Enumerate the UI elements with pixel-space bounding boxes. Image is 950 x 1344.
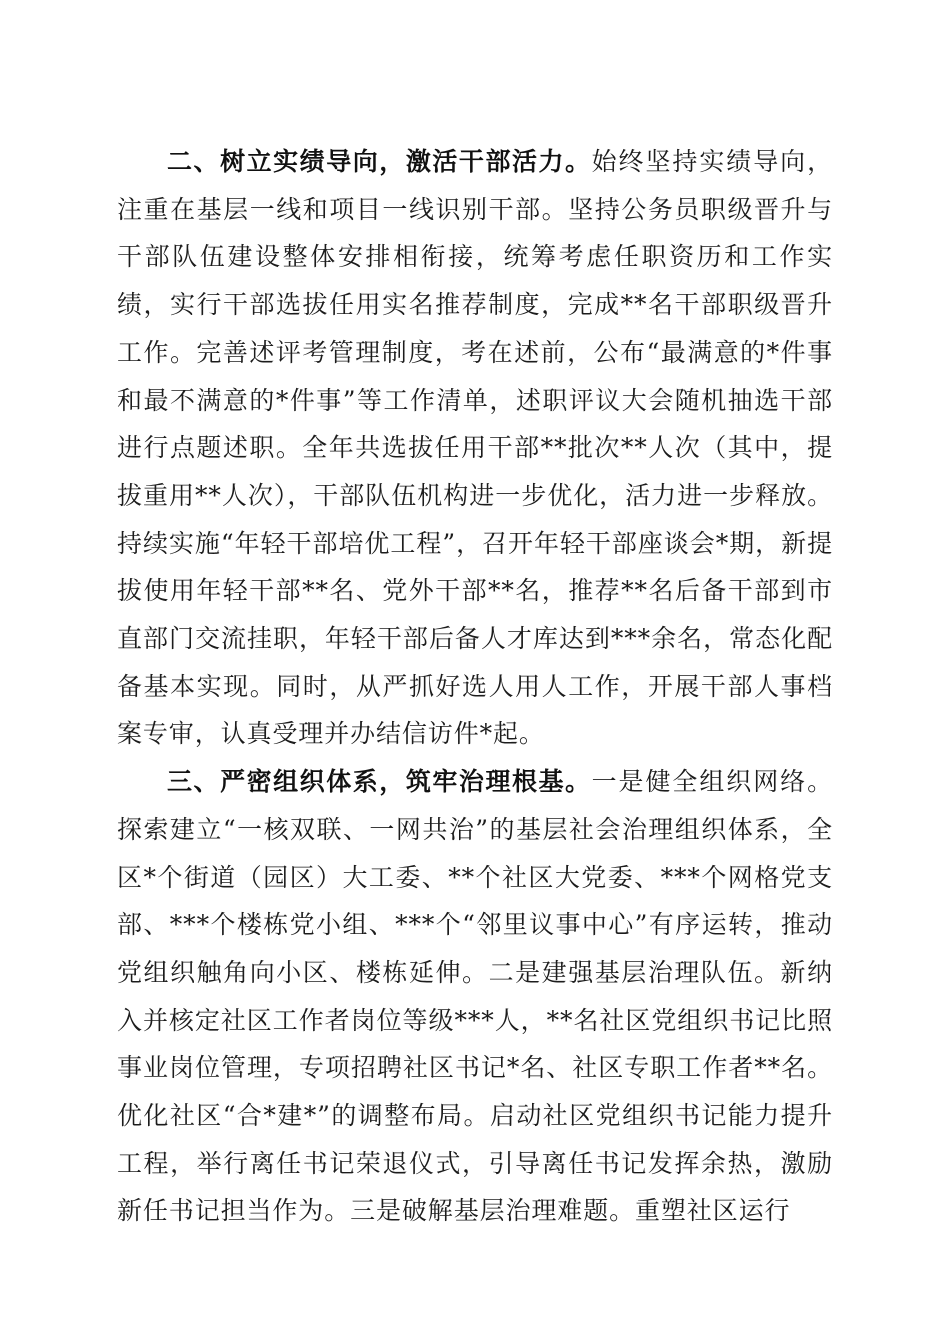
section-heading-2: 二、树立实绩导向，激活干部活力。 — [167, 147, 592, 176]
document-body — [117, 138, 833, 1235]
paragraph-text: 始终坚持实绩导向，注重在基层一线和项目一线识别干部。坚持公务员职级晋升与干部队伍建设整体安排相衔接，统筹考虑任职资历和工作实绩，实行干部选拔任用实名推荐制度，完成**名干部职级晋升工作。完善述评考管理制度，考在述前，公布“最满意的*件事和最不满意的*件事”等工作清单，述职评议大会随机抽选干部进行点题述职。全年共选拔任用干部**批次**人次（其中，提拔重用**人次），干部队伍机构进一步优化，活力进一步释放。持续实施“年轻干部培优工程”，召开年轻干部座谈会*期，新提拔使用年轻干部**名、党外干部**名，推荐**名后备干部到市直部门交流挂职，年轻干部后备人才库达到***余名，常态化配备基本实现。同时，从严抓好选人用人工作，开展干部人事档案专审，认真受理并办结信访件*起。 — [117, 147, 833, 749]
section-heading-3: 三、严密组织体系，筑牢治理根基。 — [167, 767, 592, 797]
paragraph-performance-orientation — [117, 138, 833, 758]
paragraph-text: 一是健全组织网络。探索建立“一核双联、一网共治”的基层社会治理组织体系，全区*个街道（园区）大工委、**个社区大党委、***个网格党支部、***个楼栋党小组、***个“邻里议事中心”有序运转，推动党组织触角向小区、楼栋延伸。二是建强基层治理队伍。新纳入并核定社区工作者岗位等级***人，**名社区党组织书记比照事业岗位管理，专项招聘社区书记*名、社区专职工作者**名。优化社区“合*建*”的调整布局。启动社区党组织书记能力提升工程，举行离任书记荣退仪式，引导离任书记发挥余热，激励新任书记担当作为。三是破解基层治理难题。重塑社区运行 — [117, 767, 833, 1226]
paragraph-organization-system — [117, 758, 833, 1235]
